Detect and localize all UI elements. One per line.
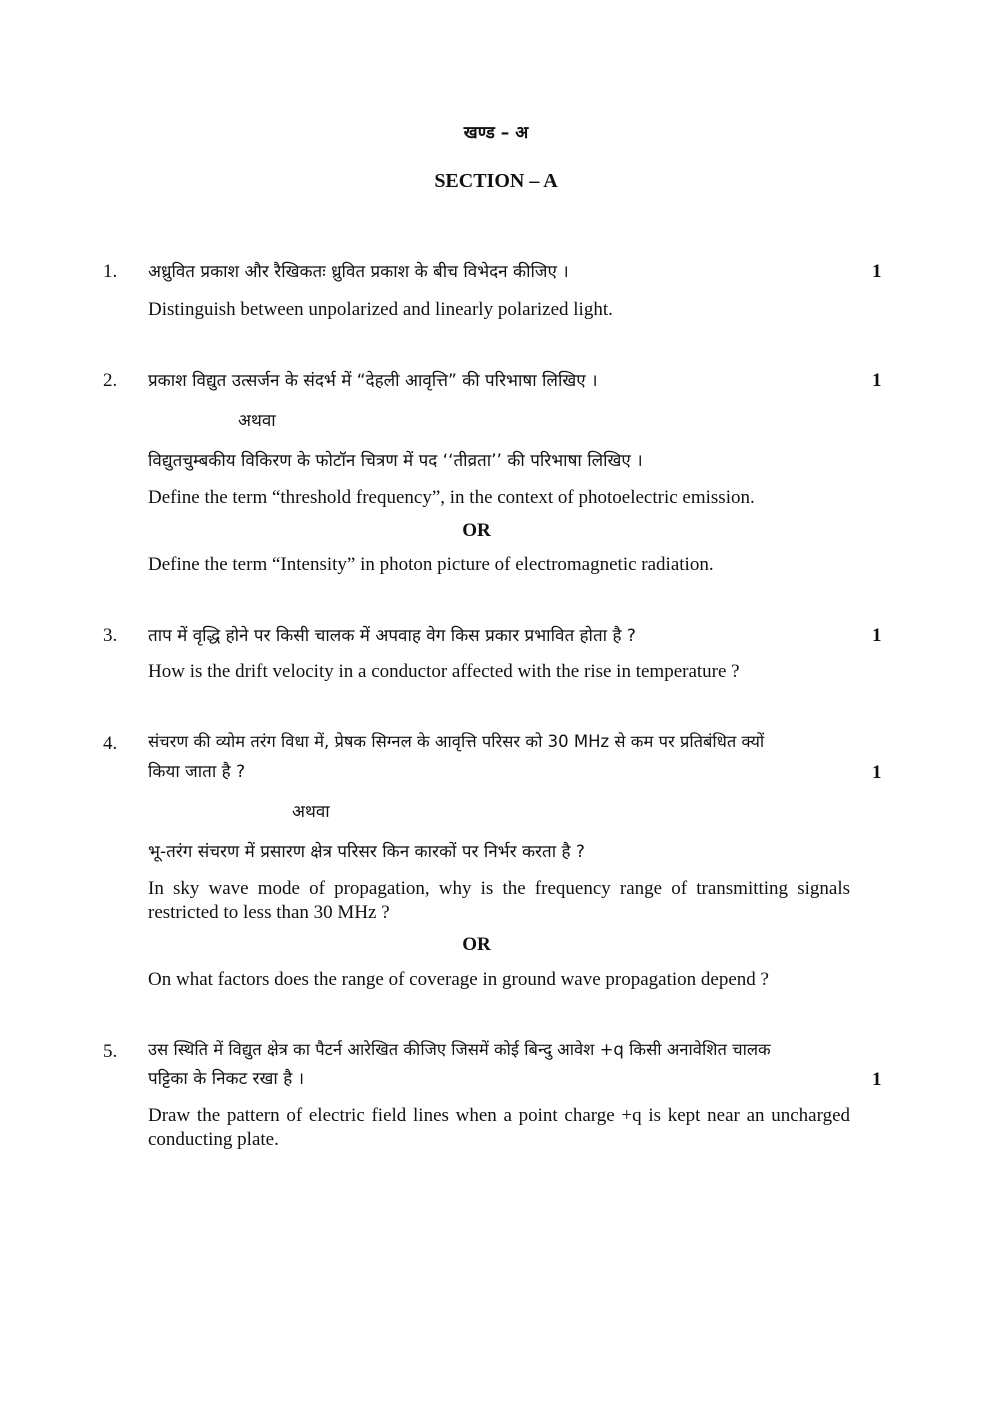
question-5-english: Draw the pattern of electric field lines when a point charge +q is kept near an uncharged conducting plate.: [148, 1105, 850, 1150]
section-title-hindi: खण्ड – अ: [463, 123, 529, 143]
question-3-english: How is the drift velocity in a conductor affected with the rise in temperature ?: [148, 661, 740, 682]
question-1-number: 1.: [103, 261, 118, 282]
question-3-marks: 1: [872, 625, 882, 646]
question-1-hindi: अध्रुवित प्रकाश और रैखिकतः ध्रुवित प्रकाश के बीच विभेदन कीजिए ।: [148, 262, 569, 282]
question-4-alt-english: On what factors does the range of coverage in ground wave propagation depend ?: [148, 969, 769, 990]
question-4-or-hindi: अथवा: [292, 802, 330, 822]
question-2-marks: 1: [872, 370, 882, 391]
question-2-alt-english: Define the term “Intensity” in photon picture of electromagnetic radiation.: [148, 554, 714, 575]
question-5-marks: 1: [872, 1069, 882, 1090]
question-4-hindi-line1: संचरण की व्योम तरंग विधा में, प्रेषक सिग्नल के आवृत्ति परिसर को 30 MHz से कम पर प्रतिबंधित क्यों: [148, 732, 765, 751]
question-4-marks: 1: [872, 762, 882, 783]
question-1-english: Distinguish between unpolarized and linearly polarized light.: [148, 299, 613, 320]
question-4-number: 4.: [103, 733, 118, 754]
question-5-number: 5.: [103, 1041, 118, 1062]
question-2-or-english: OR: [462, 520, 491, 541]
question-3-hindi: ताप में वृद्धि होने पर किसी चालक में अपवाह वेग किस प्रकार प्रभावित होता है ?: [148, 626, 636, 646]
question-3-number: 3.: [103, 625, 118, 646]
question-2-hindi: प्रकाश विद्युत उत्सर्जन के संदर्भ में “देहली आवृत्ति” की परिभाषा लिखिए ।: [148, 371, 598, 391]
question-2-english: Define the term “threshold frequency”, in the context of photoelectric emission.: [148, 487, 755, 508]
question-5-hindi-line1: उस स्थिति में विद्युत क्षेत्र का पैटर्न आरेखित कीजिए जिसमें कोई बिन्दु आवेश +q किसी अनावेशित चालक: [148, 1040, 771, 1059]
question-2-number: 2.: [103, 370, 118, 391]
question-4-hindi-line2: किया जाता है ?: [148, 762, 246, 782]
question-4-english: In sky wave mode of propagation, why is the frequency range of transmitting signals restricted to less than 30 MHz ?: [148, 878, 850, 923]
question-5-hindi-line2: पट्टिका के निकट रखा है ।: [148, 1069, 305, 1089]
question-4-alt-hindi: भू-तरंग संचरण में प्रसारण क्षेत्र परिसर किन कारकों पर निर्भर करता है ?: [148, 842, 585, 862]
section-title-english: SECTION – A: [434, 170, 558, 192]
question-4-or-english: OR: [462, 934, 491, 955]
question-2-alt-hindi: विद्युतचुम्बकीय विकिरण के फोटॉन चित्रण में पद ‘‘तीव्रता’’ की परिभाषा लिखिए ।: [148, 451, 643, 471]
question-2-or-hindi: अथवा: [238, 411, 276, 431]
question-1-marks: 1: [872, 261, 882, 282]
